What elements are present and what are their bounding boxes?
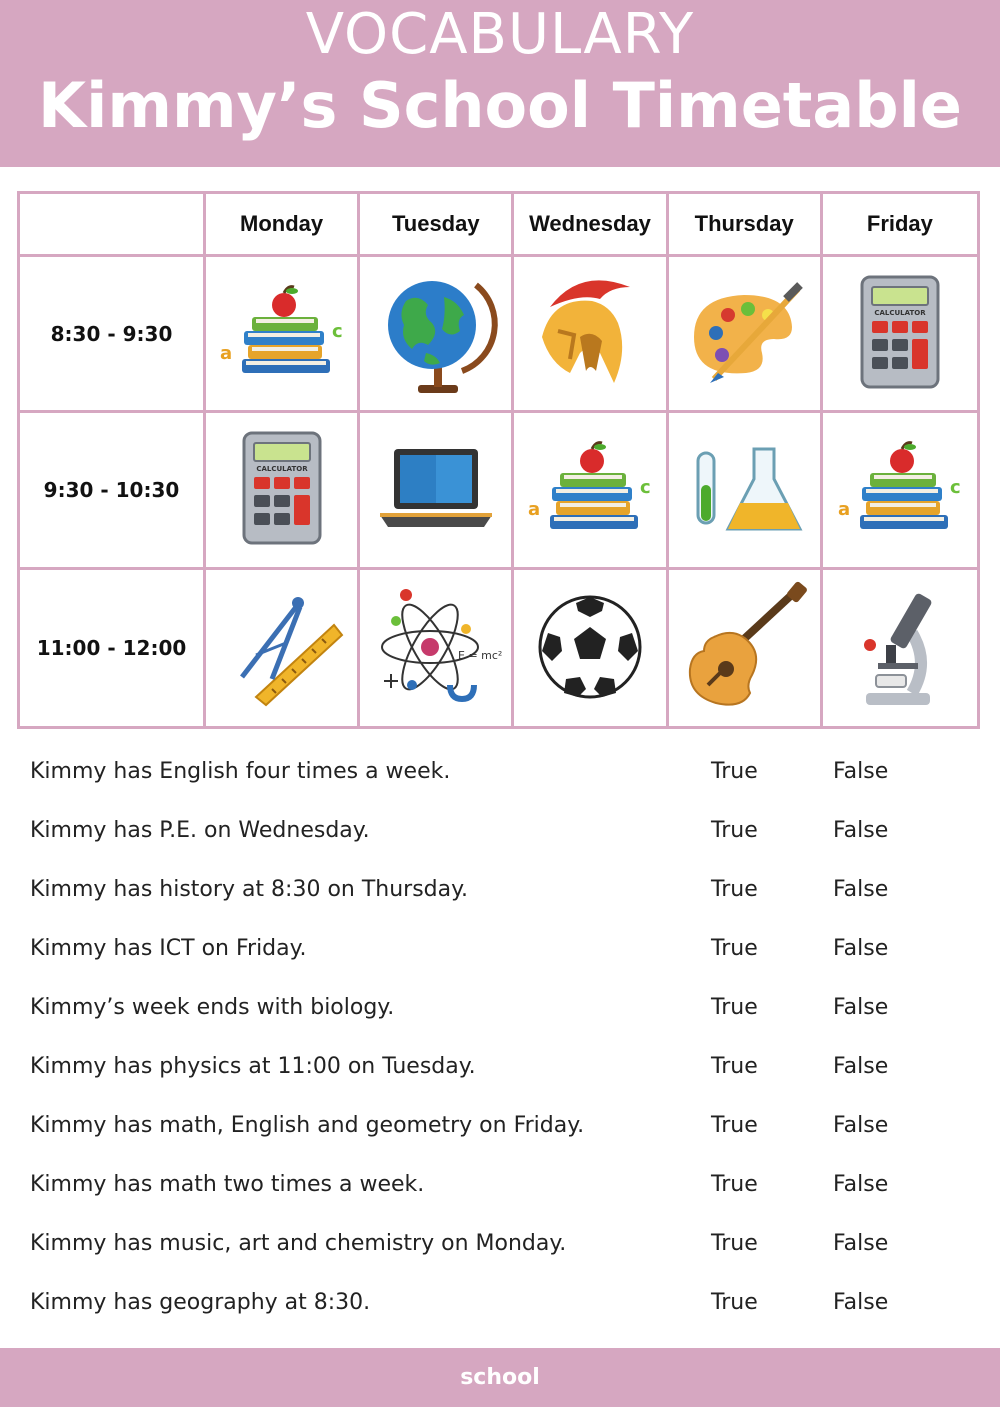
calculator-brand-text: CALCULATOR xyxy=(255,464,308,473)
subject-cell xyxy=(669,413,823,569)
true-option[interactable]: True xyxy=(711,877,758,902)
day-header xyxy=(669,194,823,257)
question-row xyxy=(0,870,1000,910)
question-text: Kimmy’s week ends with biology. xyxy=(30,995,395,1020)
english-books-icon xyxy=(830,423,970,557)
day-header xyxy=(514,194,668,257)
day-header xyxy=(823,194,977,257)
true-option[interactable]: True xyxy=(711,1054,758,1079)
false-option[interactable]: False xyxy=(833,1172,889,1197)
day-label: Wednesday xyxy=(529,211,651,236)
question-text: Kimmy has English four times a week. xyxy=(30,759,451,784)
letter-c: c xyxy=(331,320,343,342)
subject-cell xyxy=(514,570,668,726)
question-text: Kimmy has P.E. on Wednesday. xyxy=(30,818,370,843)
footer-bar xyxy=(0,1348,1000,1407)
guitar-icon xyxy=(674,581,814,715)
letter-c: c xyxy=(639,476,651,498)
subject-cell xyxy=(823,257,977,413)
subject-cell xyxy=(360,257,514,413)
time-slot-cell xyxy=(20,570,206,726)
question-text: Kimmy has math two times a week. xyxy=(30,1172,425,1197)
header-banner xyxy=(0,0,1000,167)
time-slot-label: 9:30 - 10:30 xyxy=(43,477,180,502)
subject-cell xyxy=(669,257,823,413)
true-option[interactable]: True xyxy=(711,1113,758,1138)
question-text: Kimmy has ICT on Friday. xyxy=(30,936,307,961)
true-option[interactable]: True xyxy=(711,1172,758,1197)
time-slot-label: 8:30 - 9:30 xyxy=(50,321,173,346)
microscope-icon xyxy=(830,581,970,715)
globe-icon xyxy=(366,267,506,401)
question-row xyxy=(0,1047,1000,1087)
question-row xyxy=(0,929,1000,969)
day-label: Tuesday xyxy=(391,211,480,236)
question-text: Kimmy has math, English and geometry on Friday. xyxy=(30,1113,585,1138)
false-option[interactable]: False xyxy=(833,877,889,902)
false-option[interactable]: False xyxy=(833,1231,889,1256)
time-slot-cell xyxy=(20,413,206,569)
true-option[interactable]: True xyxy=(711,759,758,784)
subject-cell xyxy=(206,570,360,726)
false-option[interactable]: False xyxy=(833,1113,889,1138)
calculator-icon xyxy=(830,267,970,401)
physics-atom-icon xyxy=(366,581,506,715)
timetable-corner-cell xyxy=(20,194,206,257)
football-icon xyxy=(520,581,660,715)
subject-cell xyxy=(360,570,514,726)
day-label: Friday xyxy=(866,211,933,236)
subject-cell xyxy=(206,413,360,569)
question-row xyxy=(0,1106,1000,1146)
question-row xyxy=(0,811,1000,851)
letter-a: a xyxy=(219,342,232,364)
question-row xyxy=(0,1224,1000,1264)
subject-cell xyxy=(206,257,360,413)
english-books-icon xyxy=(520,423,660,557)
subject-cell xyxy=(360,413,514,569)
question-row xyxy=(0,752,1000,792)
subject-cell xyxy=(514,257,668,413)
letter-a: a xyxy=(837,498,851,520)
helmet-icon xyxy=(520,267,660,401)
question-text: Kimmy has history at 8:30 on Thursday. xyxy=(30,877,469,902)
letter-a: a xyxy=(527,498,541,520)
subject-cell xyxy=(514,413,668,569)
overline-title: VOCABULARY xyxy=(305,2,695,67)
false-option[interactable]: False xyxy=(833,1054,889,1079)
question-row xyxy=(0,988,1000,1028)
time-slot-label: 11:00 - 12:00 xyxy=(36,635,187,660)
day-label: Monday xyxy=(240,211,324,236)
page-title: Kimmy’s School Timetable xyxy=(38,69,962,142)
false-option[interactable]: False xyxy=(833,1290,889,1315)
laptop-icon xyxy=(366,423,506,557)
letter-c: c xyxy=(949,476,961,498)
false-option[interactable]: False xyxy=(833,936,889,961)
calculator-icon xyxy=(212,423,352,557)
true-option[interactable]: True xyxy=(711,818,758,843)
question-text: Kimmy has music, art and chemistry on Monday. xyxy=(30,1231,567,1256)
calculator-brand-text: CALCULATOR xyxy=(874,308,926,317)
palette-icon xyxy=(674,267,814,401)
chemistry-flask-icon xyxy=(674,423,814,557)
question-text: Kimmy has physics at 11:00 on Tuesday. xyxy=(30,1054,476,1079)
emc2-formula: E = mc² xyxy=(457,648,503,662)
subject-cell xyxy=(669,570,823,726)
footer-label: school xyxy=(460,1365,540,1390)
timetable-grid xyxy=(17,191,980,729)
false-option[interactable]: False xyxy=(833,818,889,843)
english-books-icon xyxy=(212,267,352,401)
day-header xyxy=(206,194,360,257)
true-option[interactable]: True xyxy=(711,1231,758,1256)
subject-cell xyxy=(823,413,977,569)
question-row xyxy=(0,1165,1000,1205)
day-header xyxy=(360,194,514,257)
true-option[interactable]: True xyxy=(711,1290,758,1315)
compass-ruler-icon xyxy=(212,581,352,715)
question-row xyxy=(0,1283,1000,1323)
subject-cell xyxy=(823,570,977,726)
true-option[interactable]: True xyxy=(711,936,758,961)
day-label: Thursday xyxy=(694,211,794,236)
false-option[interactable]: False xyxy=(833,995,889,1020)
question-text: Kimmy has geography at 8:30. xyxy=(30,1290,371,1315)
true-option[interactable]: True xyxy=(711,995,758,1020)
time-slot-cell xyxy=(20,257,206,413)
false-option[interactable]: False xyxy=(833,759,889,784)
